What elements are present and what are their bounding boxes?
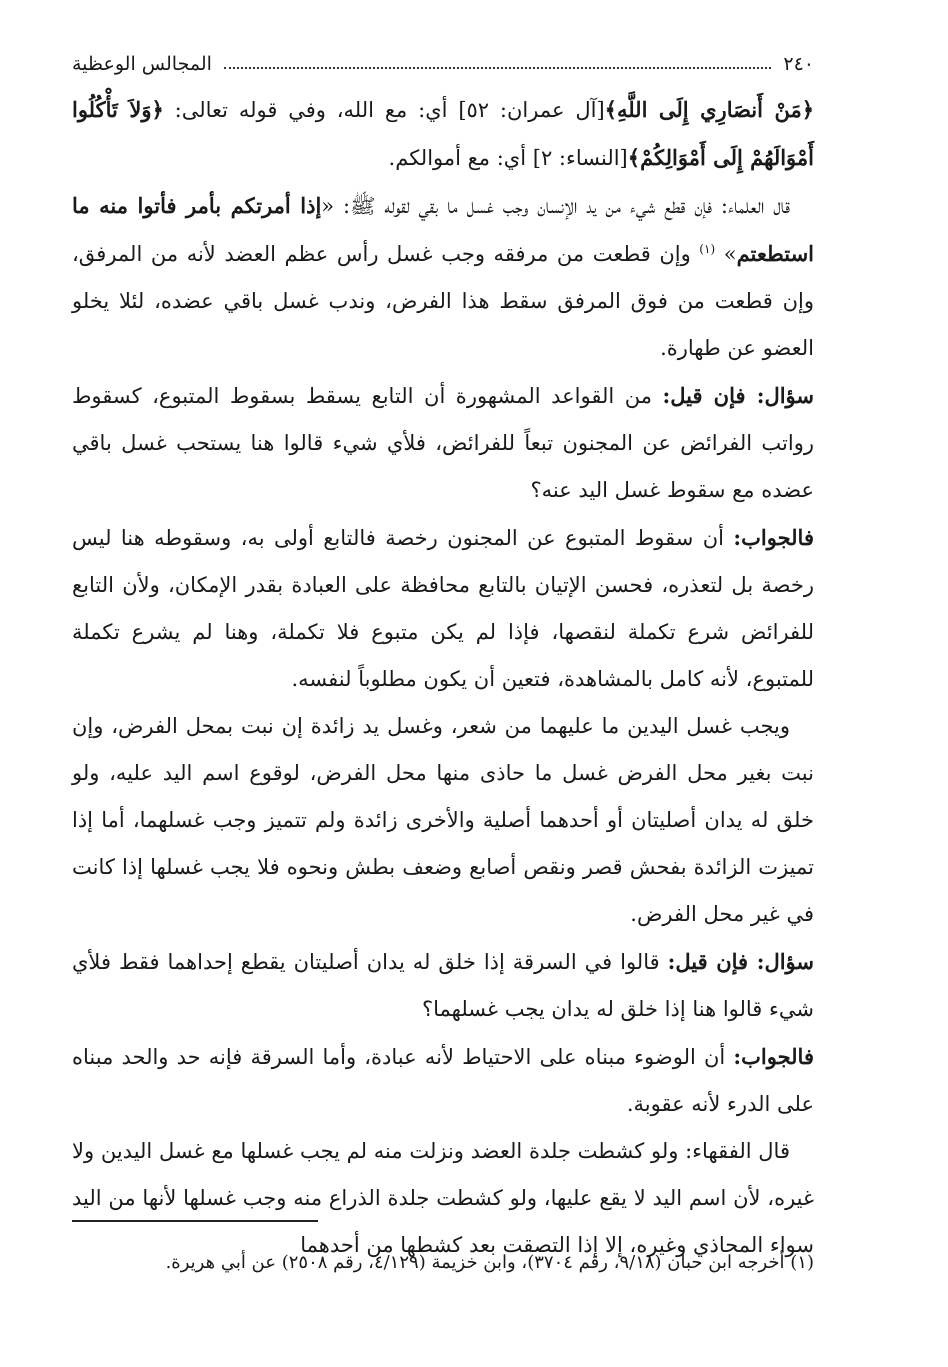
paragraph-question-1 [72,372,814,514]
question-label: سؤال: فإن قيل: [662,383,814,408]
answer-label: فالجواب: [733,525,814,550]
main-text [72,86,814,1269]
footnote-marker: (١) [699,242,716,256]
paragraph-quran-verses [72,86,814,182]
page [72,50,814,1269]
paragraph-text: » [715,242,737,266]
question-text: قالوا في السرقة إذا خلق له يدان أصليتان يقطع إحداهما فقط فلأي شيء قالوا هنا إذا خلق له يدان يجب غسلهما؟ [72,950,814,1021]
answer-text: أن الوضوء مبناه على الاحتياط لأنه عبادة، وأما السرقة فإنه حد والحد مبناه على الدرء لأنه عقوبة. [72,1045,814,1116]
page-header [72,50,814,78]
paragraph-question-2 [72,938,814,1033]
question-text: من القواعد المشهورة أن التابع يسقط بسقوط المتبوع، كسقوط رواتب الفرائض عن المجنون تبعاً للفرائض، فلأي شيء قالوا هنا يستحب غسل باقي عضده مع سقوط غسل اليد عنه؟ [72,384,814,502]
paragraph-answer-2 [72,1033,814,1128]
paragraph-text: وإن قطعت من مرفقه وجب غسل رأس عظم العضد لأنه من المرفق، وإن قطعت من فوق المرفق سقط هذا الفرض، وندب غسل باقي عضده، لئلا يخلو العضو عن طهارة. [72,242,814,360]
paragraph-text: قال العلماء: فإن قطع شيء من يد الإنسان وجب غسل ما بقي لقوله ﷺ: « [321,194,790,218]
verse-quote: ﴿مَنْ أَنصَارِي إِلَى اللَّهِ﴾ [604,97,815,122]
paragraph-amputation [72,182,814,372]
footnote-1: (١) أخرجه ابن حبان (٩/١٨، رقم ٣٧٠٤)، وابن خزيمة (٤/١٢٩، رقم ٢٥٠٨) عن أبي هريرة. [165,1252,814,1273]
question-label: سؤال: فإن قيل: [667,949,814,974]
footnotes [72,1242,814,1284]
footnote-separator [72,1220,318,1222]
paragraph-extra-hand: ويجب غسل اليدين ما عليهما من شعر، وغسل يد زائدة إن نبت بمحل الفرض، وإن نبت بغير محل الفرض غسل ما حاذى منها محل الفرض، لوقوع اسم اليد عليه، ولو خلق له يدان أصليتان أو أحدهما أصلية والأخرى زائدة ولم تتميز وجب غسلهما، أما إذا تميزت الزائدة بفحش قصر ونقص أصابع وضعف بطش ونحوه فلا يجب غسلها إذا كانت في غير محل الفرض. [72,714,814,926]
book-title: المجالس الوعظية [72,53,212,75]
paragraph-skin: قال الفقهاء: ولو كشطت جلدة العضد ونزلت منه لم يجب غسلها مع غسل اليدين ولا غيره، لأن اسم اليد لا يقع عليها، ولو كشطت جلدة الذراع منه وجب غسلها لأنها من اليد سواء المحاذي وغيره، إلا إذا التصقت بعد كشطها من أحدهما [72,1139,814,1257]
verse-quote: ﴿وَلاَ تَأْكُلُوا أَمْوَالَهُمْ إِلَى أَمْوَالِكُمْ﴾ [72,97,814,170]
header-dotted-rule [224,67,771,69]
verse-reference: [آل عمران: ٥٢] أي: مع الله، وفي قوله تعالى: [163,98,605,122]
answer-label: فالجواب: [733,1044,814,1069]
verse-reference: [النساء: ٢] أي: مع أموالكم. [388,146,628,170]
hadith-quote: إذا أمرتكم بأمر فأتوا منه ما استطعتم [72,193,814,266]
page-number: ٢٤٠ [783,53,814,75]
paragraph-answer-1 [72,514,814,703]
answer-text: أن سقوط المتبوع عن المجنون رخصة فالتابع أولى به، وسقوطه هنا ليس رخصة بل لتعذره، فحسن الإتيان بالتابع محافظة على العبادة بقدر الإمكان، ولأن التابع للفرائض شرع تكملة لنقصها، فإذا لم يكن متبوع فلا تكملة، وهنا لم يشرع تكملة للمتبوع، لأنه كامل بالمشاهدة، فتعين أن يكون مطلوباً لنفسه. [72,526,814,691]
